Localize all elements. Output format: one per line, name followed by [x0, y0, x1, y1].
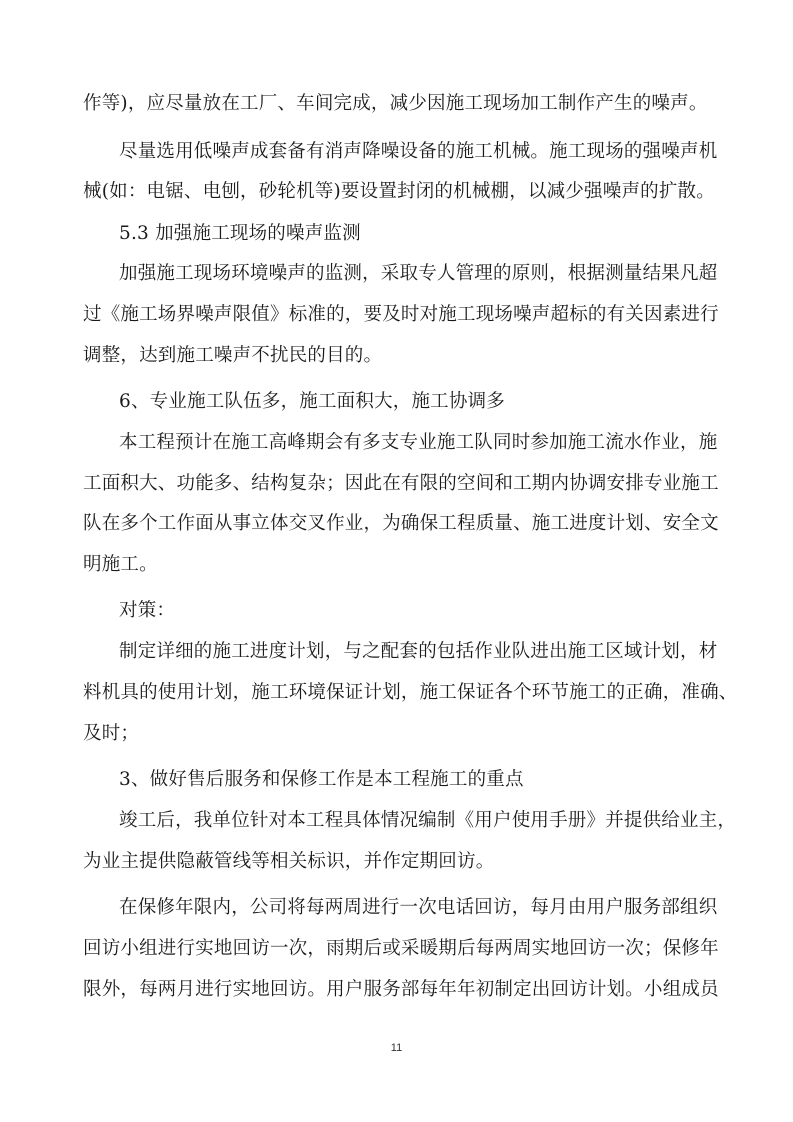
- paragraph-line: 在保修年限内，公司将每两周进行一次电话回访，每月由用户服务部组织: [119, 897, 718, 918]
- text-line: 明施工。: [83, 554, 158, 575]
- text-line: 工面积大、功能多、结构复杂；因此在有限的空间和工期内协调安排专业施工: [83, 473, 719, 494]
- section-heading: 对策：: [119, 600, 176, 621]
- paragraph-line: 制定详细的施工进度计划，与之配套的包括作业队进出施工区域计划，材: [119, 641, 718, 662]
- text-line: 调整，达到施工噪声不扰民的目的。: [83, 345, 383, 366]
- text-line: 限外，每两月进行实地回访。用户服务部每年年初制定出回访计划。小组成员: [83, 979, 719, 1000]
- text-line: 械(如：电锯、电刨，砂轮机等)要设置封闭的机械棚，以减少强噪声的扩散。: [83, 181, 715, 202]
- text-line: 及时；: [83, 723, 140, 744]
- text-line: 回访小组进行实地回访一次，雨期后或采暖期后每两周实地回访一次；保修年: [83, 938, 719, 959]
- paragraph-line: 竣工后，我单位针对本工程具体情况编制《用户使用手册》并提供给业主，: [119, 810, 737, 831]
- page-number: 11: [390, 1042, 403, 1054]
- section-heading: 3、做好售后服务和保修工作是本工程施工的重点: [119, 769, 524, 790]
- text-line: 为业主提供隐蔽管线等相关标识，并作定期回访。: [83, 851, 495, 872]
- section-heading: 6、专业施工队伍多，施工面积大，施工协调多: [119, 391, 505, 412]
- text-line: 作等)，应尽量放在工厂、车间完成，减少因施工现场加工制作产生的噪声。: [83, 93, 708, 114]
- paragraph-line: 加强施工现场环境噪声的监测，采取专人管理的原则，根据测量结果凡超: [119, 263, 718, 284]
- text-line: 料机具的使用计划，施工环境保证计划，施工保证各个环节施工的正确，准确、: [83, 682, 738, 703]
- text-line: 队在多个工作面从事立体交叉作业，为确保工程质量、施工进度计划、安全文: [83, 513, 719, 534]
- paragraph-line: 本工程预计在施工高峰期会有多支专业施工队同时参加施工流水作业，施: [119, 432, 718, 453]
- paragraph-line: 尽量选用低噪声成套备有消声降噪设备的施工机械。施工现场的强噪声机: [119, 141, 718, 162]
- text-line: 过《施工场界噪声限值》标准的，要及时对施工现场噪声超标的有关因素进行: [83, 304, 719, 325]
- section-heading: 5.3 加强施工现场的噪声监测: [119, 223, 361, 244]
